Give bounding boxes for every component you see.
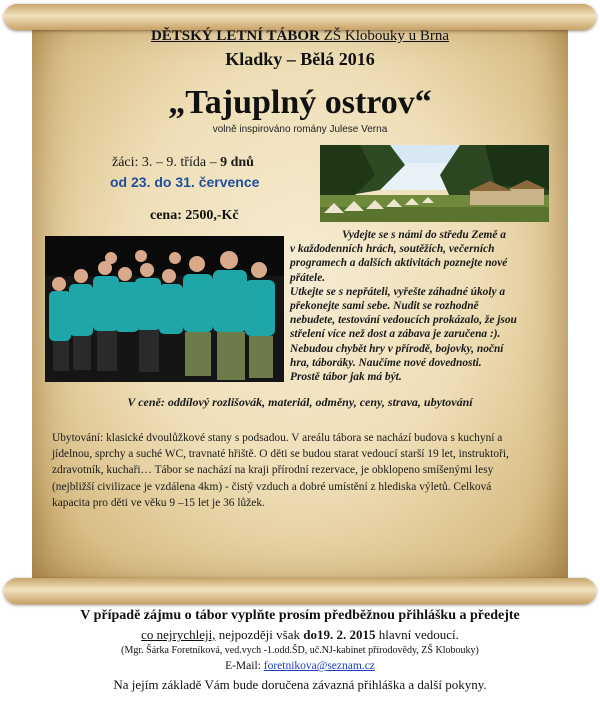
final-note: Na jejím základě Vám bude doručena závazná přihláška a další pokyny. [113,677,487,692]
camp-title-school: ZŠ Klobouky u Brna [319,28,450,44]
asap-text: co nejrychleji, [141,627,216,642]
accommodation-line: zdravotník, kuchaři… Tábor se nachází na kraji přírodní rezervace, je obklopeno smíšenými lesy [52,464,494,477]
description-line: střelení více než dost a zábava je zaručena :). [290,328,501,341]
duration: 9 dnů [220,155,254,170]
description-line: Nebudou chybět hry v přírodě, bojovky, noční [290,342,504,355]
accommodation-info [52,430,552,511]
camp-dates: od 23. do 31. července [110,174,260,190]
email-line [0,660,600,672]
accommodation-line: jídelnou, sprchy a suché WC, travnaté hřiště. O děti se budou starat vedoucí starší 19 let, instruktoři, [52,448,509,461]
registration-deadline [0,627,600,643]
description-line: přátele. [290,271,326,284]
description-line: nebudete, testování vedoucích prokázalo, že jsou [290,314,517,327]
deadline-date: do19. 2. 2015 [303,627,376,642]
accommodation-line: Ubytování: klasické dvoulůžkové stany s podsadou. V areálu tábora se nachází budova s kuchyní a [52,432,503,444]
description-line: Prostě tábor jak má být. [290,371,402,384]
description-line: v každodenních hrách, soutěžích, večerních [290,243,495,256]
price-includes: V ceně: oddílový rozlišovák, materiál, odměny, ceny, strava, ubytování [127,395,473,409]
camp-title-bold: DĚTSKÝ LETNÍ TÁBOR [150,28,320,44]
children-group-photo [45,236,284,382]
location-year: Kladky – Bělá 2016 [225,49,375,69]
accommodation-line: kapacita pro děti ve věku 9 –15 let je 36 lůžek. [52,496,265,509]
accommodation-line: (nejbližší civilizace je vzdálena 4km) - čistý vzduch a dobré umístění z hlediska výletů. Celková [52,480,492,493]
grades-text: žáci: 3. – 9. třída – [112,155,221,170]
description-line: Vydejte se s námi do středu Země a [342,229,506,241]
email-label: E-Mail: [225,660,264,672]
grades-info [112,155,254,171]
inspiration-note: volně inspirováno romány Julese Verna [212,124,388,135]
description-line: překonejte sami sebe. Nudit se rozhodně [290,300,479,313]
scroll-roll-bottom [4,578,596,604]
email-link[interactable]: foretnikova@seznam.cz [263,660,375,672]
camp-theme: „Tajuplný ostrov“ [168,84,432,121]
description-line: hra, táboráky. Naučíme nové dovednosti. [290,356,482,369]
price: cena: 2500,-Kč [150,208,239,223]
registration-request: V případě zájmu o tábor vyplňte prosím předběžnou přihlášku a předejte [80,608,520,623]
camp-tents-photo [320,145,549,222]
description-line: programech a dalších aktivitách poznejte nové [290,257,508,270]
camp-title [0,28,600,45]
contact-person: (Mgr. Šárka Foretníková, ved.vych -1.odd.ŠD, uč.NJ-kabinet přírodovědy, ZŠ Klobouky) [121,645,479,656]
deadline-prefix: nejpozději však [215,627,304,642]
description-line: Utkejte se s nepřáteli, vyřešte záhadné úkoly a [290,285,506,298]
scroll-roll-top [4,4,596,30]
camp-description [290,228,558,384]
deadline-suffix: hlavní vedoucí. [375,627,459,642]
